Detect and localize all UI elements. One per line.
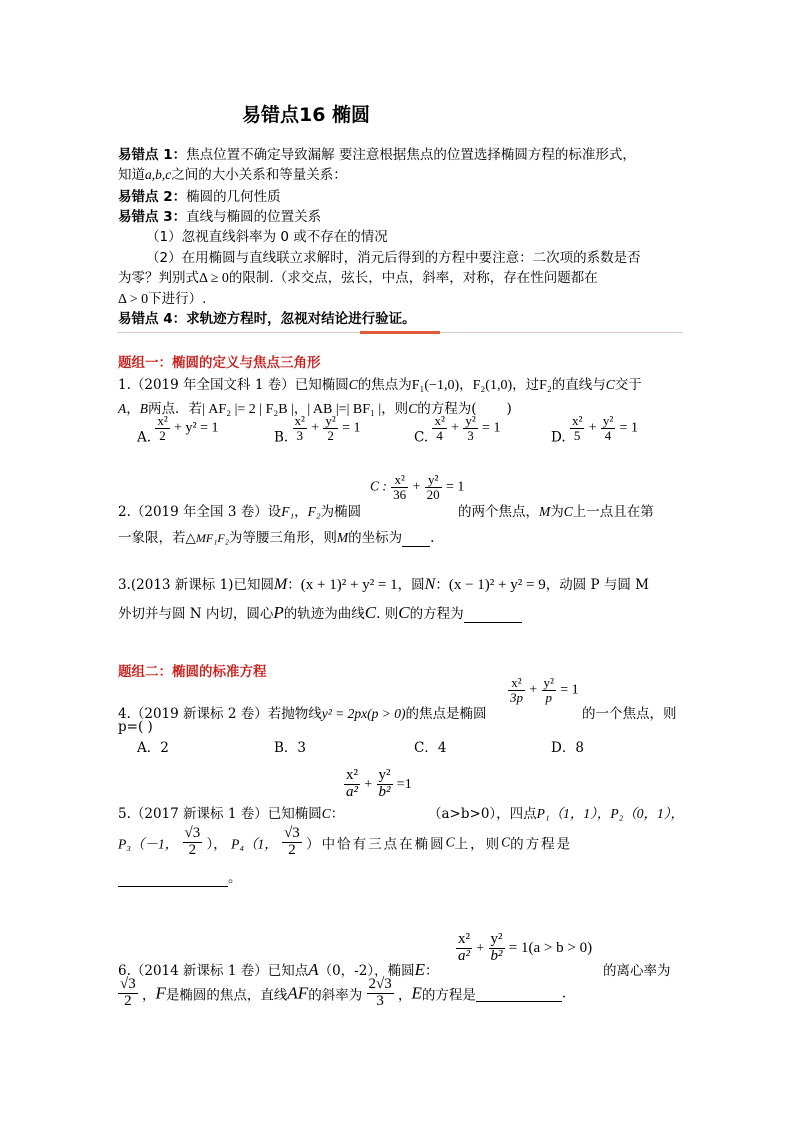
math-discriminant-gt: Δ > 0 [118,292,149,307]
text-fragment: 的方程为 [409,606,464,622]
math-var: C [348,377,358,392]
question-6-ellipse-equation: $\frac{\text{x²}}{\text{a²}}$ + $\frac{\text{y²}}{\text{b²}}$ = 1(a > b > 0) [458,931,593,964]
text-fragment: 的方程是 [421,987,476,1004]
question-4-line-1-tail: 的一个焦点，则 [582,706,677,722]
pitfall-1 [118,143,636,163]
text-fragment: ， [294,504,308,520]
fraction-denominator: 2 [327,427,334,443]
math-var: C [364,603,377,622]
text-fragment: . [561,985,567,1002]
fraction-denominator: 2 [288,841,296,858]
fraction-numerator: x² [391,473,408,488]
text-fragment: 的轨迹为曲线 [283,606,365,622]
question-2-line-2 [118,526,434,547]
text-fragment: 的斜率为 [308,987,363,1004]
fraction-numerator: x² [508,676,525,691]
question-2-line-1-tail [458,500,654,520]
math-abc: a,b,c [145,167,172,182]
text-fragment: 交于 [614,377,642,393]
fraction-numerator: x² [458,931,470,947]
fraction-numerator: x² [294,413,305,428]
math-var: M [539,504,551,519]
text-fragment: 2.（2019 年全国 3 卷）设 [118,504,282,520]
math-condition: | AB |=| BF₁ | [307,402,382,417]
text-fragment: ，则 [381,401,409,417]
fraction-denominator: 2 [159,427,166,443]
text-fragment: 是椭圆的焦点，直线 [165,987,288,1004]
fraction-denominator: b² [378,783,391,800]
math-var: C [563,504,573,519]
math-text: = 1 [342,420,361,436]
text-fragment: 外切并与圆 N 内切，圆心 [118,606,274,622]
fraction-numerator: √3 [184,825,201,841]
math-var: F₂ [539,378,552,393]
question-1-option-b: B. $\frac{\text{x²}}{3}$ + $\frac{\text{y²}}{2}$ = 1 [274,413,361,446]
fraction-denominator: 2 [124,992,132,1009]
question-4-ellipse-equation: $\frac{\text{x²}}{3p}$ + $\frac{\text{y²}}{p}$ = 1 [510,675,579,705]
text-fragment: （0，-2），椭圆 [318,963,415,979]
text-fragment: 1.（2019 年全国文科 1 卷）已知椭圆 [118,377,349,393]
point-p3: P₃（－1， [118,836,179,852]
math-var: E [414,960,425,979]
pitfall-3 [118,205,321,225]
fraction-numerator: y² [325,413,336,428]
fraction-denominator: 3p [510,689,523,705]
pitfall-3-item-2: （2）在用椭圆与直线联立求解时，消元后得到的方程中要注意：二次项的系数是否 [146,250,641,266]
text-fragment: 6.（2014 新课标 1 卷）已知点 [118,963,309,979]
question-1-option-d: D. $\frac{\text{x²}}{5}$ + $\frac{\text{y²}}{4}$ = 1 [551,413,638,446]
fraction-numerator: x² [346,767,358,783]
text-fragment: ， [142,987,156,1004]
fraction-numerator: y² [490,931,503,947]
text-fragment: ， [293,401,308,417]
pitfall-3-label: 易错点 3： [118,209,187,225]
text-fragment: 的两个焦点， [458,504,539,520]
text-fragment: （a>b>0），四点 [428,806,537,822]
pitfall-3-item-1: （1）忽视直线斜率为 0 或不存在的情况 [146,229,388,245]
text-fragment: 的限制.（求交点，弦长，中点，斜率，对称，存在性问题都在 [228,270,598,286]
point-p2: P₂（0，1）， [610,806,685,821]
question-4-option-c: C．4 [414,740,447,756]
math-var: C [398,603,410,622]
text-fragment: 5.（2017 新课标 1 卷）已知椭圆 [118,806,322,822]
fraction-numerator: y² [465,413,476,428]
answer-blank [402,530,430,547]
math-equation: (x − 1)² + y² = 9 [448,577,546,593]
pitfall-1-label: 易错点 1： [118,147,187,163]
text-fragment: ) [506,401,512,417]
text-fragment: ，圆 [397,577,425,593]
question-2-ellipse-equation: C : $\frac{\text{x²}}{36}$ + $\frac{\text{y²}}{20}$ = 1 [370,472,465,502]
math-var: E [411,983,422,1003]
pitfall-4-label: 易错点 4： [118,311,187,327]
fraction-denominator: b² [490,947,503,964]
option-label: C. [414,429,429,446]
text-fragment: ， [126,401,140,417]
math-discriminant-ge: Δ ≥ 0 [199,271,229,286]
text-fragment: 为椭圆 [320,504,362,520]
math-text: = 1 [619,420,638,436]
group-1-heading: 题组一：椭圆的定义与焦点三角形 [118,355,321,371]
fraction-denominator: 5 [573,427,581,443]
math-var: N [424,576,436,593]
option-label: A. [137,429,152,446]
math-text: = 1 [445,479,465,495]
math-var: M [336,530,349,545]
text-fragment: 的方程为( [417,401,477,417]
text-fragment: 的焦点是椭圆 [405,706,487,722]
math-text: + y² = 1 [174,420,219,436]
question-5-line-2 [118,826,572,859]
text-fragment: ： [435,577,449,593]
text-fragment: 为零？判别式 [118,270,199,286]
text-fragment: ： [330,806,345,822]
page-title: 易错点16 椭圆 [242,104,371,126]
answer-blank [476,985,562,1002]
pitfall-3-item-2-cont [118,266,598,287]
text-fragment: ， [398,987,412,1004]
option-label: D. [551,429,566,446]
fraction-denominator: a² [346,783,358,800]
math-var: F₁ [281,504,295,519]
math-text: =1 [396,776,412,792]
answer-blank [118,870,228,887]
fraction-denominator: a² [458,947,470,964]
fraction-denominator: 2 [188,841,197,858]
text-fragment: 上一点且在第 [572,504,654,520]
fraction-numerator: x² [434,413,445,428]
math-equation: y² = 2px(p > 0) [321,706,406,721]
math-var: C [321,806,331,821]
question-5-line-1-tail [428,802,684,822]
fraction-denominator: 20 [426,486,440,502]
text-fragment: 3.(2013 新课标 1)已知圆 [118,577,274,593]
math-var: AF [287,983,309,1003]
pitfall-2-label: 易错点 2： [118,189,187,205]
point-p4: P₄（1， [231,836,278,852]
text-fragment: ： [424,963,439,979]
fraction-denominator: 36 [393,486,407,502]
pitfall-1-text: 焦点位置不确定导致漏解 要注意根据焦点的位置选择椭圆方程的标准形式， [186,147,636,163]
math-triangle: MF₁F₂ [195,531,229,545]
text-fragment: 的方程是 [510,836,573,853]
text-fragment: 的坐标为 [348,530,403,546]
answer-blank [464,606,522,623]
text-fragment: ）中恰有三点在椭圆 [306,836,446,853]
fraction-numerator: 2√3 [368,976,392,992]
pitfall-3-text: 直线与椭圆的位置关系 [186,209,322,225]
fraction-numerator: y² [378,767,391,783]
math-var: B [139,401,148,416]
point-p1: P₁（1，1）， [536,806,611,821]
math-var: P [273,603,284,622]
pitfall-3-item-2-end [118,287,206,308]
pitfall-1-continued [118,163,347,183]
math-var: C [408,401,418,416]
question-1-line-1 [118,373,642,394]
fraction-denominator: 3 [376,992,384,1009]
math-var: C [445,834,455,850]
question-2-line-1 [118,500,361,520]
math-equation: (x + 1)² + y² = 1 [300,577,398,593]
fraction-numerator: y² [602,413,614,428]
pitfall-4-text: 求轨迹方程时，忽视对结论进行验证。 [186,311,416,327]
question-4-option-d: D．8 [551,740,584,756]
fraction-denominator: 4 [436,427,443,443]
question-4-line-1 [118,702,486,722]
text-fragment: 之间的大小关系和等量关系： [171,167,347,183]
question-1-option-c: C. $\frac{\text{x²}}{4}$ + $\frac{\text{y²}}{3}$ = 1 [414,413,501,446]
text-fragment: 一象限，若△ [118,530,196,546]
text-fragment: 。 [228,870,242,886]
text-fragment: ，动圆 P 与圆 M [545,577,649,593]
text-fragment: ， [459,377,473,393]
pitfall-4 [118,307,416,327]
fraction-denominator: 3 [296,427,303,443]
text-fragment: 为等腰三角形，则 [228,530,337,546]
text-fragment: 上，则 [454,836,502,853]
fraction-denominator: 4 [604,427,612,443]
fraction-numerator: √3 [284,825,300,841]
text-fragment: 的直线与 [551,377,606,393]
text-fragment: ，过 [512,377,540,393]
math-text: C : [370,478,387,494]
group-2-heading: 题组二：椭圆的标准方程 [118,664,267,680]
fraction-numerator: √3 [120,976,136,992]
math-focus-1: F₁(−1,0) [411,378,460,393]
text-fragment: . 则 [376,606,399,622]
fraction-numerator: y² [543,675,554,690]
math-var: F₂ [307,504,321,519]
fraction-denominator: p [545,689,552,705]
fraction-numerator: y² [425,473,442,488]
question-5-ellipse-equation: $\frac{\text{x²}}{\text{a²}}$ + $\frac{\text{y²}}{\text{b²}}$ =1 [346,767,412,800]
question-1-option-a [137,414,219,446]
question-3-line-1 [118,573,649,594]
fraction-denominator: 3 [467,427,474,443]
pitfall-2 [118,185,281,205]
math-text: = 1 [560,682,579,698]
fraction-numerator: x² [157,413,168,428]
math-focus-2: F₂(1,0) [472,378,513,393]
math-condition: | AF₂ |= 2 | F₂B | [202,402,294,417]
math-var: A [308,960,319,979]
question-6-line-2 [118,977,566,1010]
text-fragment: 的焦点为 [357,377,412,393]
text-fragment: ： [287,577,301,593]
math-text: = 1(a > b > 0) [508,939,593,956]
text-fragment: 4.（2019 新课标 2 卷）若抛物线 [118,706,322,722]
section-divider-accent [360,331,440,334]
math-var: M [273,576,288,593]
text-fragment: 为 [550,504,564,520]
pitfall-2-text: 椭圆的几何性质 [186,189,281,205]
math-var: F [155,983,166,1003]
text-fragment: 下进行）. [148,291,207,307]
fraction-numerator: x² [571,413,583,428]
math-var: C [605,377,615,392]
question-5-line-1 [118,802,344,822]
question-6-line-1-tail: 的离心率为 [603,963,671,979]
math-var: A [118,401,127,416]
question-4-option-b: B．3 [274,740,307,756]
question-3-line-2 [118,602,522,623]
option-label: B. [274,429,289,446]
question-4-line-2: p=( ) [118,719,153,735]
text-fragment: 两点．若 [148,401,202,417]
math-text: = 1 [482,420,501,436]
math-var: C [501,834,511,850]
question-5-line-3 [118,866,242,887]
text-fragment: . [430,530,435,546]
text-fragment: ）， [206,836,227,853]
question-4-option-a: A．2 [137,740,169,756]
text-fragment: 知道 [118,167,145,183]
